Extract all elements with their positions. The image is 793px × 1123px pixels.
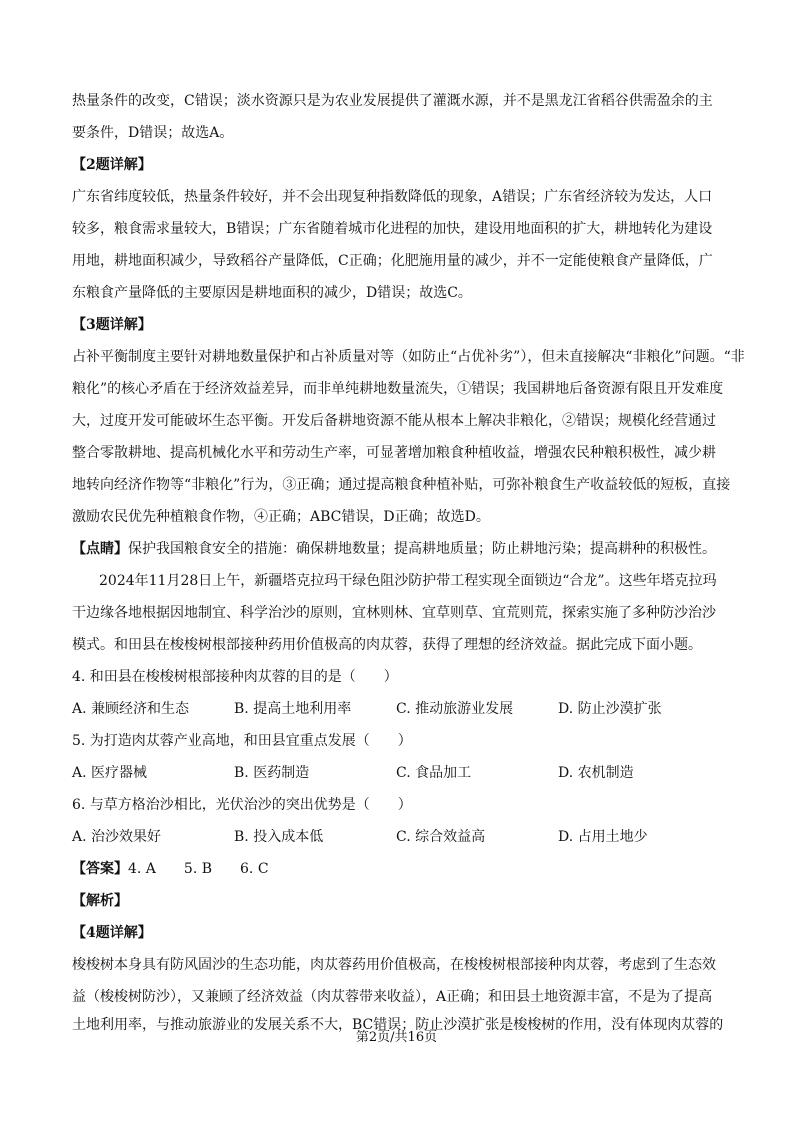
- answer-label: 【答案】: [72, 861, 128, 877]
- analysis-heading: 【解析】: [72, 893, 128, 909]
- question-stem-6: 6. 与草方格治沙相比，光伏治沙的突出优势是（ ）: [72, 797, 412, 813]
- body-line: 梭梭树本身具有防风固沙的生态功能，肉苁蓉药用价值极高，在梭梭树根部接种肉苁蓉，考虑到了生态效: [72, 957, 716, 973]
- answer-line: [72, 857, 722, 882]
- body-line: 大，过度开发可能破坏生态平衡。开发后备耕地资源不能从根本上解决非粮化，②错误；规模化经营通过: [72, 413, 716, 429]
- body-line: 占补平衡制度主要针对耕地数量保护和占补质量对等（如防止“占优补劣”），但未直接解决“非粮化”问题。“非: [72, 349, 745, 365]
- material-line: 2024年11月28日上午，新疆塔克拉玛干绿色阻沙防护带工程实现全面锁边“合龙”。这些年塔克拉玛: [99, 573, 717, 589]
- tip-text: 保护我国粮食安全的措施：确保耕地数量；提高耕地质量；防止耕地污染；提高耕种的积极性。: [128, 541, 716, 557]
- option-b: B. 提高土地利用率: [234, 701, 352, 717]
- body-line: 整合零散耕地、提高机械化水平和劳动生产率，可显著增加粮食种植收益，增强农民种粮积极性，减少耕: [72, 445, 716, 461]
- section-heading: 【2题详解】: [72, 157, 152, 173]
- option-a: A. 兼顾经济和生态: [72, 701, 190, 717]
- option-a: A. 治沙效果好: [72, 829, 162, 845]
- page-footer: 第2页/共16页: [355, 1030, 438, 1045]
- body-line: 地转向经济作物等“非粮化”行为，③正确；通过提高粮食种植补贴，可弥补粮食生产收益较低的短板，直接: [72, 477, 731, 493]
- body-line: 广东省纬度较低，热量条件较好，并不会出现复种指数降低的现象，A错误；广东省经济较为发达，人口: [72, 189, 713, 205]
- question-options-6: [72, 825, 722, 850]
- body-line: 东粮食产量降低的主要原因是耕地面积的减少，D错误；故选C。: [72, 285, 472, 301]
- option-c: C. 食品加工: [396, 765, 472, 781]
- tip-label: 【点睛】: [72, 541, 128, 557]
- body-line: 益（梭梭树防沙），又兼顾了经济效益（肉苁蓉带来收益），A正确；和田县土地资源丰富，不是为了提高: [72, 989, 713, 1005]
- body-line: 粮化”的核心矛盾在于经济效益差异，而非单纯耕地数量流失，①错误；我国耕地后备资源有限且开发难度: [72, 381, 724, 397]
- material-line: 干边缘各地根据因地制宜、科学治沙的原则，宜林则林、宜草则草、宜荒则荒，探索实施了多种防沙治沙: [72, 605, 716, 621]
- question-stem-4: 4. 和田县在梭梭树根部接种肉苁蓉的目的是（ ）: [72, 669, 398, 685]
- answer-text: 4. A 5. B 6. C: [128, 861, 269, 877]
- body-line: 热量条件的改变，C错误；淡水资源只是为农业发展提供了灌溉水源，并不是黑龙江省稻谷供需盈余的主: [72, 93, 713, 109]
- question-options-4: [72, 697, 722, 722]
- option-c: C. 推动旅游业发展: [396, 701, 514, 717]
- question-options-5: [72, 761, 722, 786]
- material-line: 模式。和田县在梭梭树根部接种药用价值极高的肉苁蓉，获得了理想的经济效益。据此完成下面小题。: [72, 637, 702, 653]
- body-line: 土地利用率，与推动旅游业的发展关系不大，BC错误；防止沙漠扩张是梭梭树的作用，没有体现肉苁蓉的: [72, 1017, 724, 1033]
- option-d: D. 农机制造: [558, 765, 634, 781]
- body-line: 要条件，D错误；故选A。: [72, 125, 234, 141]
- option-d: D. 防止沙漠扩张: [558, 701, 662, 717]
- tip-line: [72, 537, 722, 562]
- option-c: C. 综合效益高: [396, 829, 486, 845]
- question-stem-5: 5. 为打造肉苁蓉产业高地，和田县宜重点发展（ ）: [72, 733, 412, 749]
- body-line: 用地，耕地面积减少，导致稻谷产量降低，C正确；化肥施用量的减少，并不一定能使粮食产量降低，广: [72, 253, 713, 269]
- option-b: B. 医药制造: [234, 765, 310, 781]
- body-line: 较多，粮食需求量较大，B错误；广东省随着城市化进程的加快，建设用地面积的扩大，耕地转化为建设: [72, 221, 713, 237]
- option-a: A. 医疗器械: [72, 765, 148, 781]
- option-d: D. 占用土地少: [558, 829, 648, 845]
- option-b: B. 投入成本低: [234, 829, 324, 845]
- section-heading: 【3题详解】: [72, 317, 152, 333]
- body-line: 激励农民优先种植粮食作物，④正确；ABC错误，D正确；故选D。: [72, 509, 490, 525]
- section-heading: 【4题详解】: [72, 925, 152, 941]
